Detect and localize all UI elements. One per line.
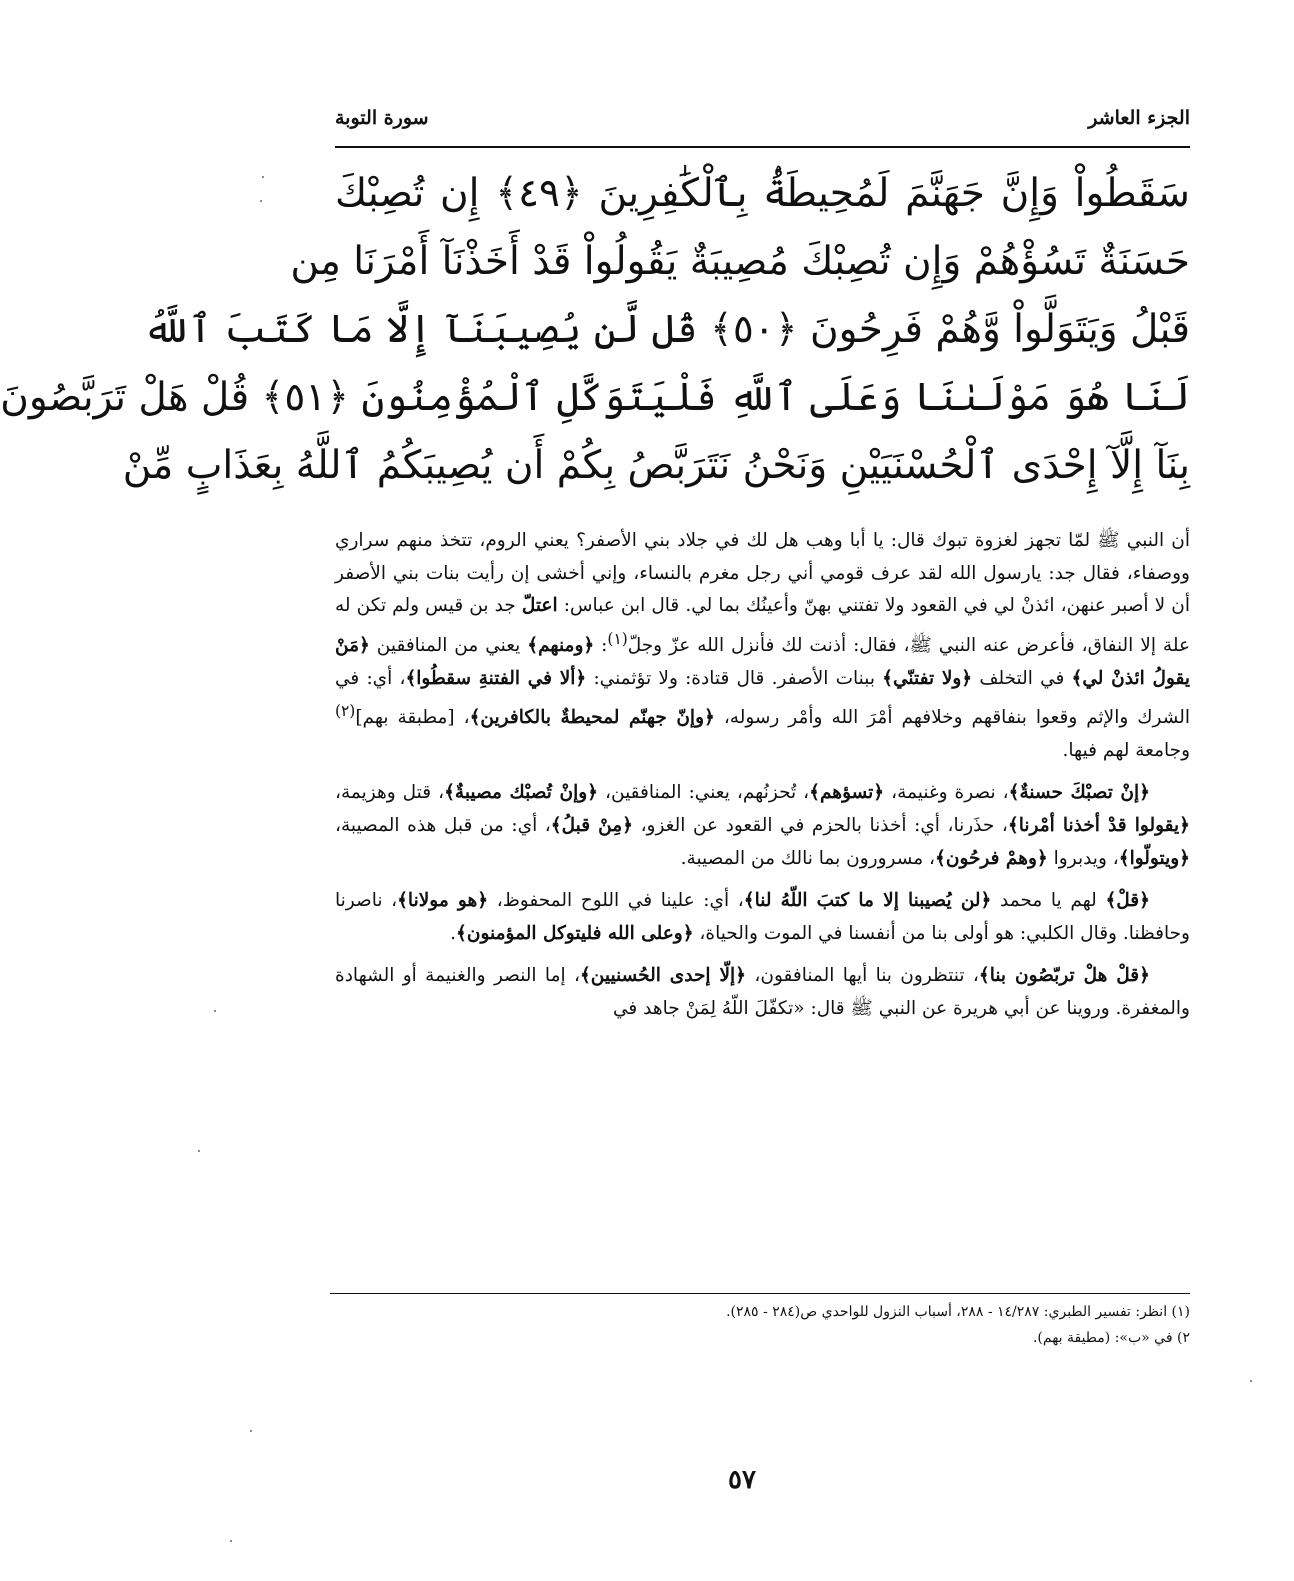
text-run: وجامعة لهم فيها. (1062, 739, 1190, 761)
quran-quote: ﴿ولا تفتنّي﴾ (882, 667, 973, 689)
quran-quote: ﴿إلّا إحدى الحُسنيين﴾ (579, 965, 747, 987)
quran-quote: ﴿مَنْ يقولُ ائذنْ لي﴾ (335, 634, 1191, 689)
footnote-marker: (١) (607, 629, 628, 648)
surah-title: سورة التوبة (335, 107, 429, 129)
text-run: ، ناصرنا وحافظنا. وقال الكلبي: هو أولى بنا من أنفسنا في الموت والحياة، (335, 890, 1190, 944)
verse-line: بِنَآ إِلَّآ إِحْدَى ٱلْحُسْنَيَيْنِ وَنَحْنُ نَتَرَبَّصُ بِكُمْ أَن يُصِيبَكُمُ ٱللَّهُ بِعَذَابٍ مِّنْ (122, 443, 1190, 488)
commentary-paragraph (335, 525, 1190, 767)
footnote-marker: (٢) (335, 702, 356, 721)
commentary-paragraph (335, 960, 1190, 1025)
page-number: ٥٧ (728, 1465, 756, 1495)
text-run: ، أي: علينا في اللوح المحفوظ، (488, 890, 744, 912)
commentary-text (335, 525, 1190, 1036)
scan-speck (1250, 1380, 1252, 1382)
part-title: الجزء العاشر (1088, 107, 1190, 129)
footnote-rule (330, 1293, 1190, 1294)
text-run: : (594, 634, 608, 656)
verse-line: حَسَنَةٌ تَسُؤْهُمْ وَإِن تُصِبْكَ مُصِيبَةٌ يَقُولُواْ قَدْ أَخَذْنَآ أَمْرَنَا مِن (290, 239, 1190, 284)
quran-quote: ﴿تسؤهم﴾ (809, 782, 885, 804)
text-run: ، [مطبقة بهم] (355, 707, 470, 729)
text-run: ببنات الأصفر. قال قتادة: ولا تؤثمني: (586, 667, 883, 689)
quran-quote: ﴿مِنْ قبلُ﴾ (550, 815, 634, 837)
scan-speck (260, 200, 262, 202)
scan-speck (230, 1540, 232, 1542)
text-run: ، مسرورون بما نالك من المصيبة. (680, 847, 936, 869)
commentary-paragraph (335, 885, 1190, 950)
scan-speck (262, 176, 264, 178)
verse-line: لَنَا هُوَ مَوْلَىٰنَا وَعَلَى ٱللَّهِ فَلْيَتَوَكَّلِ ٱلْمُؤْمِنُونَ ﴿٥١﴾ قُلْ هَلْ تَرَبَّصُونَ (0, 375, 1190, 420)
quran-quote: ﴿ويتولّوا﴾ (1118, 847, 1190, 869)
quran-quote: ﴿يقولوا قدْ أخذنا أمْرنا﴾ (1007, 815, 1190, 837)
quran-quote: ﴿وإنّ جهنّم لمحيطةٌ بالكافرين﴾ (469, 707, 715, 729)
header-rule (335, 146, 1190, 148)
commentary-paragraph (335, 777, 1190, 875)
quran-quote: ﴿قلْ هلْ تربّصُون بنا﴾ (978, 965, 1150, 987)
text-run: ، تُحزنُهم، يعني: المنافقين، (598, 782, 810, 804)
quran-quote: ﴿ومنهم﴾ (527, 634, 595, 656)
footnote: (١) انظر: تفسير الطبري: ١٤/٢٨٧ - ٢٨٨، أسباب النزول للواحدي ص(٢٨٤ - ٢٨٥). (726, 1304, 1190, 1320)
verse-line: قَبْلُ وَيَتَوَلَّواْ وَّهُمْ فَرِحُونَ ﴿٥٠﴾ قُل لَّن يُصِيبَنَآ إِلَّا مَا كَتَبَ ٱللَّهُ (143, 307, 1190, 352)
text-run: ، أي: من قبل هذه المصيبة، (335, 815, 551, 837)
text-run: في التخلف (972, 667, 1072, 689)
quran-quote: ﴿إنْ تصبْكَ حسنةٌ﴾ (1008, 782, 1150, 804)
verse-line: سَقَطُواْ وَإِنَّ جَهَنَّمَ لَمُحِيطَةُۢ بِٱلْكَٰفِرِينَ ﴿٤٩﴾ إِن تُصِبْكَ (335, 171, 1190, 216)
quran-quote: ﴿وعلى الله فليتوكل المؤمنون﴾ (456, 922, 694, 944)
scan-speck (198, 1150, 200, 1152)
quran-quote: ﴿قلْ﴾ (1105, 890, 1150, 912)
scan-speck (250, 1430, 252, 1432)
text-run: لهم يا محمد (991, 890, 1106, 912)
text-run: ، نصرة وغنيمة، (884, 782, 1009, 804)
quran-verses-block (0, 160, 1190, 500)
text-run: ، تنتظرون بنا أيها المنافقون، (746, 965, 979, 987)
quran-quote: ﴿وإنْ تُصبْك مصيبةٌ﴾ (444, 782, 598, 804)
footnote: ٢) في «ب»: (مطيقة بهم). (1032, 1330, 1190, 1346)
text-run: أن النبي ﷺ لمّا تجهز لغزوة تبوك قال: يا أبا وهب هل لك في جلاد بني الأصفر؟ يعني الروم، تتخذ منهم سراري ووصفاء، فقال جد: يارسول الله لقد عرف قومي أني رجل مغرم بالنساء، وإني أخشى إن رأيت بنات بني الأصفر أن لا أصبر عنهن، ائذنْ لي في القعود ولا تفتني بهنّ وأعينُك بما لي. قال ابن عباس: (335, 530, 1191, 617)
quran-quote: ﴿ألا في الفتنةِ سقطُوا﴾ (405, 667, 587, 689)
quran-quote: ﴿هو مولانا﴾ (397, 890, 489, 912)
quran-quote: ﴿لن يُصيبنا إلا ما كتبَ اللّهُ لنا﴾ (743, 890, 992, 912)
text-run: . (450, 922, 457, 944)
scan-speck (214, 1010, 216, 1012)
running-header (335, 96, 1190, 140)
quran-quote: ﴿وهمْ فرحُون﴾ (935, 847, 1048, 869)
text-run: ، إما النصر والغنيمة أو الشهادة والمغفرة. وروينا عن أبي هريرة عن النبي ﷺ قال: «تكفّلَ اللّهُ لِمَنْ جاهد في (335, 965, 1190, 1020)
text-run: ، أي: في الشرك والإثم وقعوا بنفاقهم وخلافهم أمْرَ الله وأمْر رسوله، (335, 667, 1191, 729)
text-run: يعني من المنافقين (369, 634, 528, 656)
text-run: ، حذَرنا، أي: أخذنا بالحزم في القعود عن الغزو، (633, 815, 1008, 837)
bold-term: اعتلّ (521, 595, 558, 617)
footnotes (335, 1299, 1190, 1351)
text-run: ، ويدبروا (1047, 847, 1119, 869)
text-run: جد بن قيس ولم تكن له علة إلا النفاق، فأعرض عنه النبي ﷺ، فقال: أذنت لك فأنزل الله عزّ وجلّ (335, 595, 1190, 656)
text-run: ، قتل وهزيمة، (335, 782, 445, 804)
